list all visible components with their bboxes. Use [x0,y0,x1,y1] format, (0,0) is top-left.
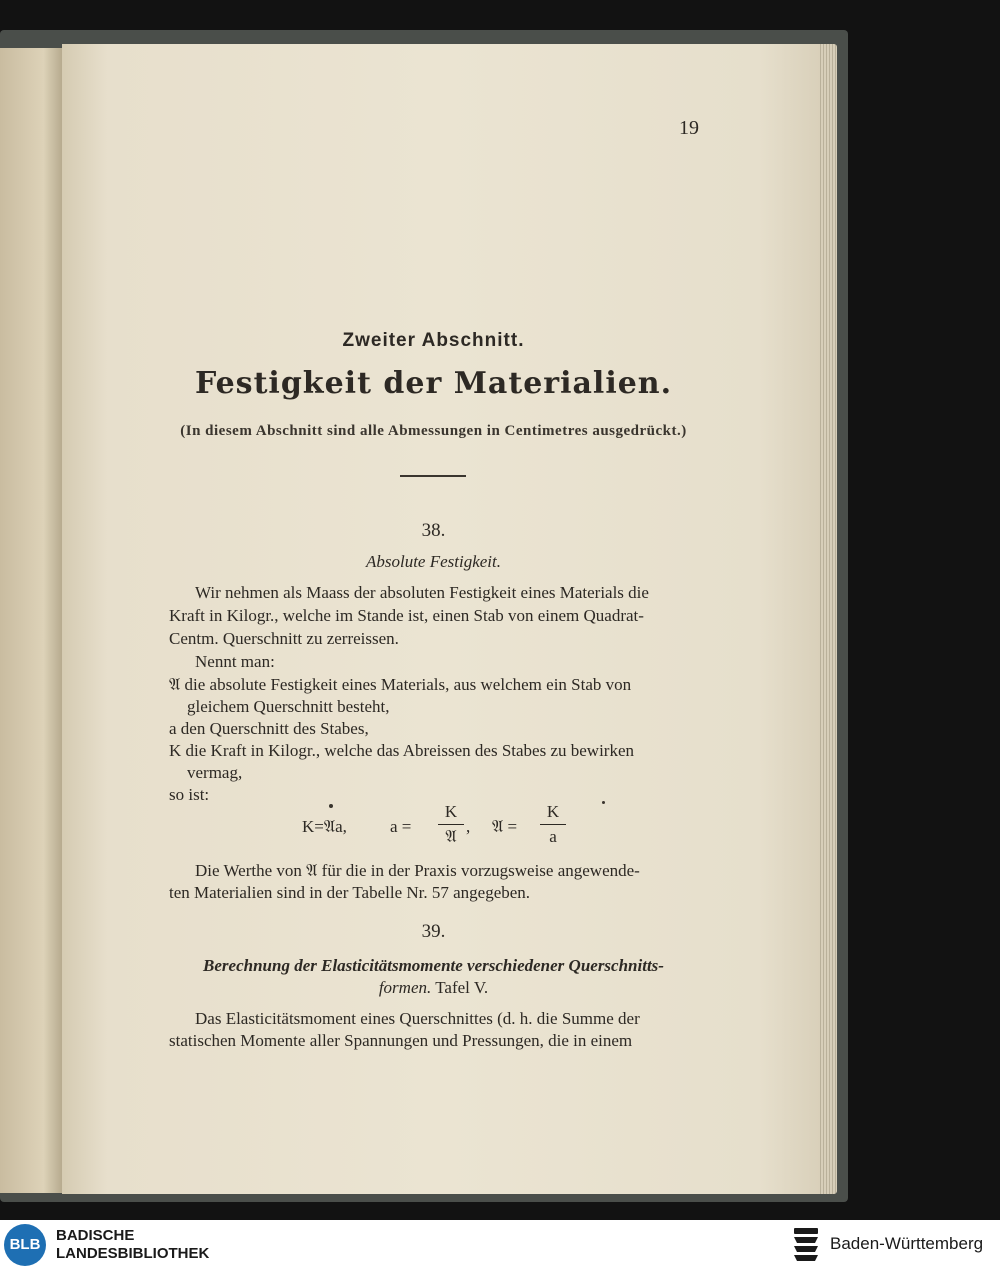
blb-logo[interactable]: BLB [4,1224,46,1266]
text-line: Wir nehmen als Maass der absoluten Festigkeit eines Materials die [195,583,649,602]
text-line: Centm. Querschnitt zu zerreissen. [169,629,399,648]
text-line: gleichem Querschnitt besteht, [187,697,390,716]
heading-38: Absolute Festigkeit. [365,552,502,571]
heading-39-italic: formen. [378,978,432,997]
fraction-denominator: a [549,827,557,846]
text-line: Die Werthe von 𝔄 für die in der Praxis vorzugsweise angewende- [195,861,640,880]
heading-39-line1: Berechnung der Elasticitätsmomente verschiedener Querschnitts- [203,956,664,975]
fraction-bar [540,824,566,825]
left-page [0,48,63,1193]
book-page [62,44,820,1194]
blb-name[interactable] [56,1227,209,1263]
paragraph-number-38: 38. [421,520,446,541]
formula-eq3-lhs: 𝔄 = [492,817,518,836]
formula-eq2-lhs: a = [390,817,412,836]
text-line: 𝔄 die absolute Festigkeit eines Materials, aus welchem ein Stab von [169,675,632,694]
text-line: a den Querschnitt des Stabes, [169,719,369,738]
text-line: Das Elasticitätsmoment eines Querschnittes (d. h. die Summe der [195,1009,640,1028]
formula-comma: , [466,817,471,836]
paragraph-number-39: 39. [421,921,446,942]
fraction-bar [438,824,464,825]
footer-bar [0,1220,1000,1270]
section-label: Zweiter Abschnitt. [342,330,525,351]
fraction-numerator: K [444,802,458,821]
text-line: so ist: [169,785,210,804]
blb-name-line2: LANDESBIBLIOTHEK [56,1245,210,1262]
page-number: 19 [679,117,699,139]
page-title: Festigkeit der Materialien. [194,366,673,401]
text-line: Kraft in Kilogr., welche im Stande ist, einen Stab von einem Quadrat- [169,606,644,625]
text-line: K die Kraft in Kilogr., welche das Abreissen des Stabes zu bewirken [169,741,635,760]
lions-crest-icon [790,1226,822,1264]
formula-eq1: K=𝔄a, [302,817,347,836]
heading-39-plate: Tafel V. [435,978,489,997]
text-line: Nennt man: [195,652,275,671]
text-line: statischen Momente aller Spannungen und Pressungen, die in einem [169,1031,633,1050]
fraction-numerator: K [546,802,560,821]
page-subtitle: (In diesem Abschnitt sind alle Abmessungen in Centimetres ausgedrückt.) [180,423,687,439]
title-rule [400,475,466,477]
print-speck [602,801,605,804]
fraction-denominator: 𝔄 [445,827,457,846]
fraction-k-over-a [438,802,464,847]
heading-39-line2 [62,978,805,998]
text-line: vermag, [187,763,243,782]
bw-name[interactable]: Baden-Württemberg [830,1234,984,1253]
text-line: ten Materialien sind in der Tabelle Nr. 57 angegeben. [169,883,531,902]
blb-name-line1: BADISCHE [56,1227,135,1244]
formula [302,802,602,848]
fraction-k-over-a-small [540,802,566,847]
